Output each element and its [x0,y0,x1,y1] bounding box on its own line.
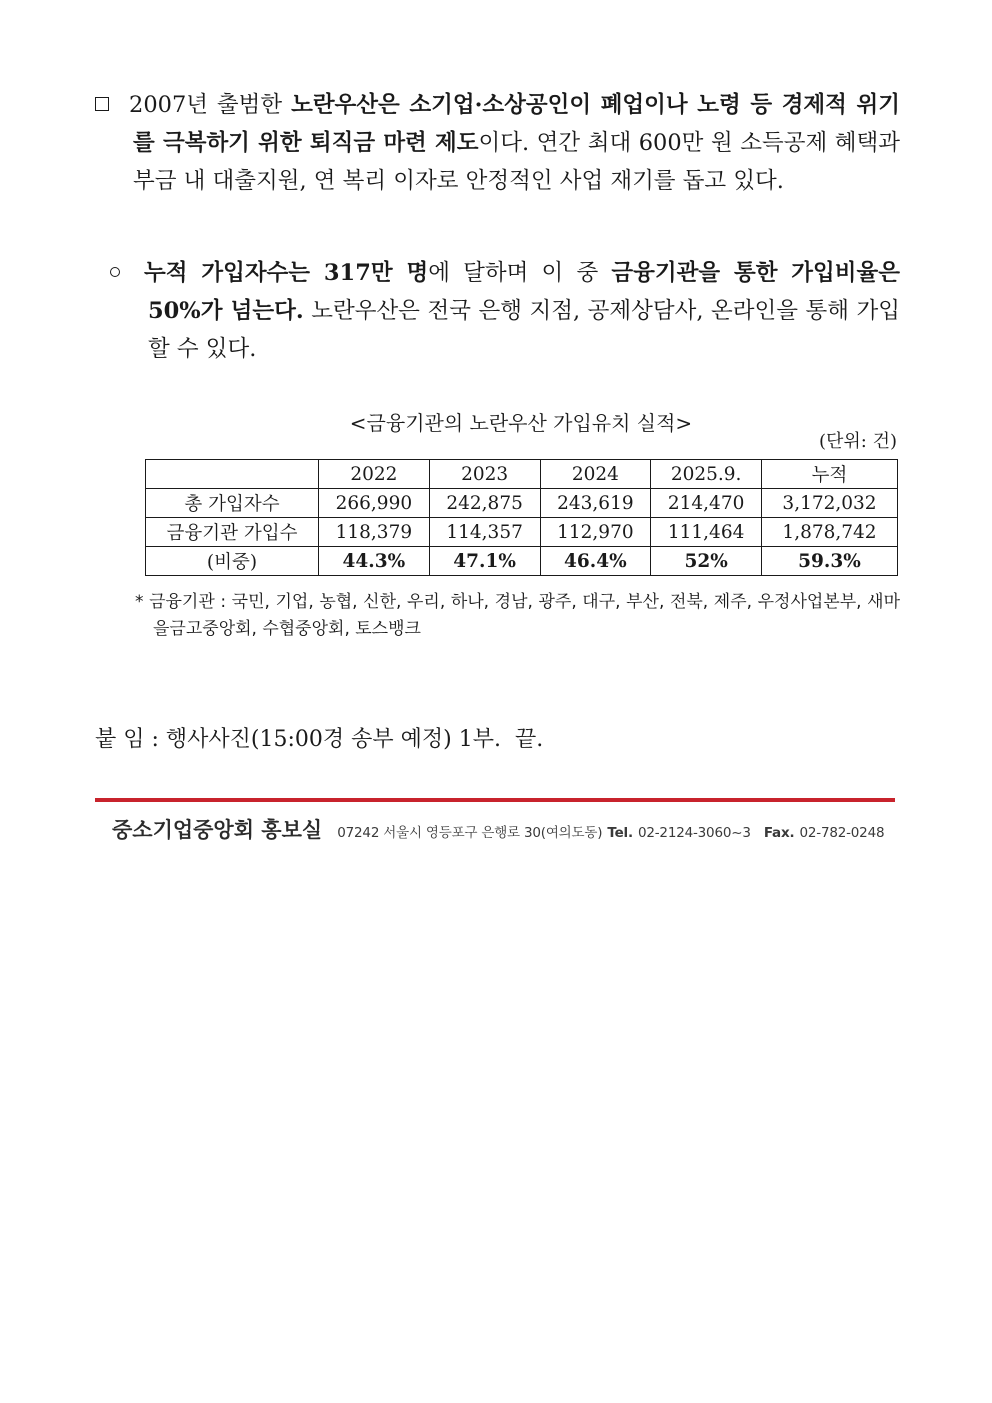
table-header-cell: 2025.9. [651,460,762,489]
table-cell: 46.4% [540,547,651,576]
table-cell: 44.3% [319,547,430,576]
enrollment-table [145,459,898,576]
table-cell: 214,470 [651,489,762,518]
table-cell: 47.1% [429,547,540,576]
overview-text-bold: 노란우산은 소기업·소상공인이 폐업이나 노령 등 경제적 위기를 극복하기 위한 퇴직금 마련 제도 [133,92,900,156]
overview-text-c: 이다. 연간 최대 600만 원 소득공제 혜택과 부금 내 대출지원, 연 복리 이자로 안정적인 사업 재기를 돕고 있다. [133,130,900,194]
table-cell: 266,990 [319,489,430,518]
subscribers-text-b: 에 달하며 이 중 [428,260,612,286]
overview-text-a: 2007년 출범한 [129,92,292,118]
footer-tel: 02-2124-3060~3 [637,825,751,841]
table-cell: 3,172,032 [762,489,898,518]
table-row [146,518,898,547]
table-cell: 1,878,742 [762,518,898,547]
table-cell: 118,379 [319,518,430,547]
table-header-cell: 2024 [540,460,651,489]
table-cell: 111,464 [651,518,762,547]
footer-divider [95,798,895,802]
table-title: <금융기관의 노란우산 가입유치 실적> [349,411,693,435]
paragraph-overview [95,86,900,200]
footer-fax: 02-782-0248 [799,825,885,841]
subscribers-text-bold-c: 금융기관을 통한 가입비율은 50%가 넘는다. [148,260,900,324]
table-cell: 52% [651,547,762,576]
circle-bullet-icon [110,267,120,277]
row-label: 총 가입자수 [146,489,319,518]
table-header-row [146,460,898,489]
table-cell: 243,619 [540,489,651,518]
footer [112,814,884,844]
table-unit: (단위: 건) [819,431,897,452]
subscribers-text-bold-a: 누적 가입자수는 317만 명 [144,260,429,286]
row-label: 금융기관 가입수 [146,518,319,547]
table-cell: 242,875 [429,489,540,518]
square-bullet-icon [95,97,109,111]
table-header-cell: 2023 [429,460,540,489]
subscribers-text-d: 노란우산은 전국 은행 지점, 공제상담사, 온라인을 통해 가입할 수 있다. [148,298,900,362]
table-row [146,489,898,518]
table-cell: 112,970 [540,518,651,547]
footer-fax-label: Fax. [763,825,795,841]
row-label: (비중) [146,547,319,576]
table-row-ratio [146,547,898,576]
footer-tel-label: Tel. [607,825,633,841]
table-cell: 59.3% [762,547,898,576]
attachment-note: 붙 임 : 행사사진(15:00경 송부 예정) 1부. 끝. [95,727,544,752]
table-header-cell [146,460,319,489]
table-footnote: * 금융기관 : 국민, 기업, 농협, 신한, 우리, 하나, 경남, 광주, 대구, 부산, 전북, 제주, 우정사업본부, 새마을금고중앙회, 수협중앙회, 토스뱅크 [135,592,900,639]
footer-address: 07242 서울시 영등포구 은행로 30(여의도동) [337,825,603,841]
table-header-cell: 누적 [762,460,898,489]
footer-org-name: 중소기업중앙회 홍보실 [112,818,323,842]
table-cell: 114,357 [429,518,540,547]
paragraph-subscribers [110,254,900,368]
table-header-cell: 2022 [319,460,430,489]
